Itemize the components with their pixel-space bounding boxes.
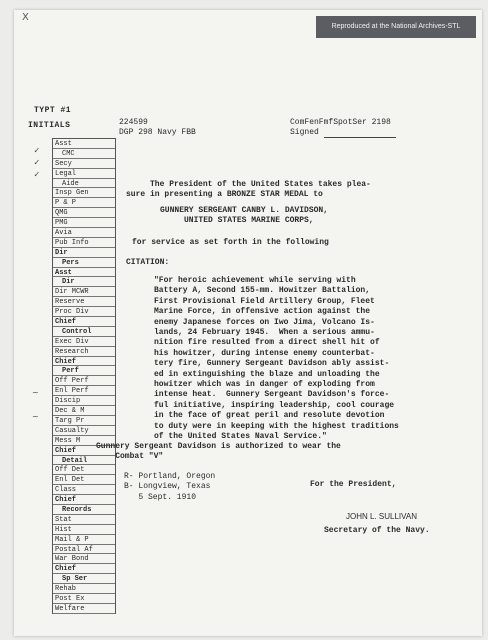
- routing-cell: Dir: [53, 277, 115, 287]
- routing-cell: Rehab: [53, 584, 115, 594]
- routing-cell: Avia: [53, 228, 115, 238]
- signer-name: JOHN L. SULLIVAN: [346, 512, 417, 521]
- routing-cell: Postal Af: [53, 545, 115, 555]
- routing-cell: Detail: [53, 456, 115, 466]
- signer-title: Secretary of the Navy.: [324, 526, 430, 535]
- typist-label: TYPT #1: [34, 106, 72, 115]
- citation-text: "For heroic achievement while serving with Battery A, Second 155-mm. Howitzer Battalion, First Provisional Field Artillery Group, Fleet Marine Force, in offensive action against the enemy Japanese forces on Iwo Jima, Volcano Is- lands, 24 February 1945. When a serious ammu- nition fire resulted from a direct shell hit of his howitzer, during intense enemy counterbat- tery fire, Gunnery Sergeant Davidson ably assist- ed in extinguishing the blaze and unloading the howitzer which was in danger of exploding from intense heat. Gunnery Sergeant Davidson's force- ful initiative, inspiring leadership, cool courage in the face of great peril and resolute devotion to duty were in keeping with the highest traditions of the United States Naval Service.": [154, 276, 399, 442]
- routing-cell: Chief: [53, 495, 115, 505]
- signed-line: [290, 128, 396, 138]
- routing-cell: Discip: [53, 396, 115, 406]
- check-mark-icon: ✓: [34, 170, 40, 180]
- routing-cell: War Bond: [53, 554, 115, 564]
- routing-cell: Mail & P: [53, 535, 115, 545]
- routing-cell: Insp Gen: [53, 188, 115, 198]
- routing-cell: Aide: [53, 179, 115, 189]
- routing-cell: Dec & M: [53, 406, 115, 416]
- archives-banner: Reproduced at the National Archives-STL: [316, 16, 476, 38]
- routing-cell: Chief: [53, 317, 115, 327]
- routing-cell: Off Perf: [53, 376, 115, 386]
- routing-cell: Reserve: [53, 297, 115, 307]
- service-text: for service as set forth in the following: [132, 238, 329, 247]
- routing-cell: Chief: [53, 564, 115, 574]
- routing-cell: Targ Pr: [53, 416, 115, 426]
- for-the-president: For the President,: [310, 480, 397, 489]
- header-left: [119, 118, 196, 138]
- corner-mark: X: [22, 12, 29, 23]
- routing-cell: Secy: [53, 159, 115, 169]
- check-mark-icon: ✓: [34, 158, 40, 168]
- dgp-reference: DGP 298 Navy FBB: [119, 128, 196, 137]
- routing-cell: Asst: [53, 268, 115, 278]
- routing-cell: Perf: [53, 366, 115, 376]
- routing-cell: Enl Perf: [53, 386, 115, 396]
- routing-cell: Hist: [53, 525, 115, 535]
- routing-cell: Chief: [53, 446, 115, 456]
- recipient-name: GUNNERY SERGEANT CANBY L. DAVIDSON, UNITED STATES MARINE CORPS,: [160, 206, 329, 226]
- routing-cell: Exec Div: [53, 337, 115, 347]
- routing-cell: Pub Info: [53, 238, 115, 248]
- routing-cell: Stat: [53, 515, 115, 525]
- routing-cell: Legal: [53, 169, 115, 179]
- signed-label: Signed: [290, 128, 319, 137]
- citation-heading: CITATION:: [126, 258, 170, 267]
- routing-cell: Off Det: [53, 465, 115, 475]
- serial-reference: ComFenFmfSpotSer 2198: [290, 118, 391, 127]
- signature-blank: [324, 129, 396, 138]
- check-mark-icon: ✓: [34, 146, 40, 156]
- routing-cell: Asst: [53, 139, 115, 149]
- routing-cell: Records: [53, 505, 115, 515]
- routing-cell: Pers: [53, 258, 115, 268]
- initials-label: INITIALS: [28, 121, 71, 130]
- routing-cell: Enl Det: [53, 475, 115, 485]
- routing-column: [52, 138, 116, 614]
- routing-cell: Dir MCWR: [53, 287, 115, 297]
- routing-cell: Chief: [53, 357, 115, 367]
- routing-cell: Research: [53, 347, 115, 357]
- handwritten-initials: ~: [32, 412, 39, 421]
- routing-cell: Sp Ser: [53, 574, 115, 584]
- file-number: 224599: [119, 118, 148, 127]
- routing-cell: Proc Div: [53, 307, 115, 317]
- routing-cell: Class: [53, 485, 115, 495]
- routing-cell: PMG: [53, 218, 115, 228]
- routing-cell: Mess M: [53, 436, 115, 446]
- residence-birth: R- Portland, Oregon B- Longview, Texas 5 Sept. 1910: [124, 472, 216, 502]
- routing-cell: Welfare: [53, 604, 115, 614]
- routing-cell: QMG: [53, 208, 115, 218]
- intro-text: The President of the United States takes plea- sure in presenting a BRONZE STAR MEDAL to: [126, 180, 371, 200]
- routing-cell: Casualty: [53, 426, 115, 436]
- routing-cell: Dir: [53, 248, 115, 258]
- routing-cell: Post Ex: [53, 594, 115, 604]
- header-right: [290, 118, 396, 138]
- handwritten-initials: ~: [32, 388, 39, 397]
- routing-cell: CMC: [53, 149, 115, 159]
- routing-cell: P & P: [53, 198, 115, 208]
- routing-cell: Control: [53, 327, 115, 337]
- document-page: [14, 10, 482, 636]
- combat-v-text: Gunnery Sergeant Davidson is authorized to wear the Combat "V": [96, 442, 341, 462]
